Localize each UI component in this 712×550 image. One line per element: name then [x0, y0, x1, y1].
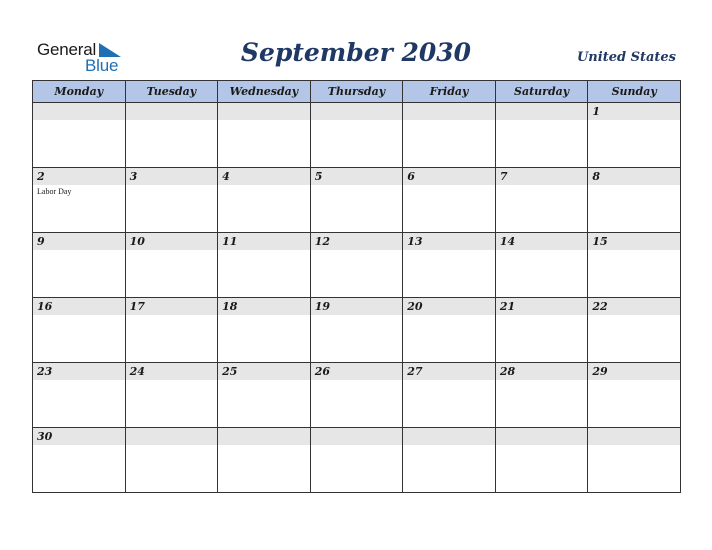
day-number-band: [403, 103, 495, 120]
day-number-band: [33, 233, 125, 250]
day-cell: [588, 363, 681, 428]
day-number: 23: [37, 365, 53, 378]
weekday-header: Sunday: [588, 81, 681, 103]
day-cell: [495, 168, 588, 233]
day-number: 7: [499, 170, 508, 183]
day-number-band: [33, 363, 125, 380]
day-number-band: [403, 428, 495, 445]
day-cell: [495, 103, 588, 168]
day-cell: [310, 298, 403, 363]
day-number-band: [311, 428, 403, 445]
day-number-band: [403, 168, 495, 185]
logo-triangle-icon: [99, 43, 121, 57]
day-cell: [403, 233, 496, 298]
day-number-band: [218, 168, 310, 185]
day-cell: [218, 298, 311, 363]
day-cell: [33, 428, 126, 493]
day-cell: [403, 103, 496, 168]
day-number-band: [588, 168, 680, 185]
weekday-header: Monday: [33, 81, 126, 103]
day-cell: [33, 103, 126, 168]
day-number-band: [311, 233, 403, 250]
day-number: 16: [37, 300, 53, 313]
day-number: 12: [314, 235, 330, 248]
day-cell: [310, 103, 403, 168]
day-cell: [310, 363, 403, 428]
day-cell: [125, 363, 218, 428]
day-cell: [588, 103, 681, 168]
day-number-band: [311, 298, 403, 315]
country-label: United States: [576, 50, 676, 65]
day-number: 29: [592, 365, 608, 378]
day-number: 14: [499, 235, 516, 248]
day-cell: [310, 428, 403, 493]
day-number-band: [403, 298, 495, 315]
day-number: 24: [129, 365, 145, 378]
day-cell: [125, 428, 218, 493]
week-row: [33, 298, 681, 363]
day-cell: [588, 298, 681, 363]
day-number-band: [311, 363, 403, 380]
day-cell: [495, 363, 588, 428]
day-cell: [588, 428, 681, 493]
day-number-band: [496, 103, 588, 120]
day-cell: [33, 363, 126, 428]
day-number: 30: [37, 430, 53, 443]
day-number: 22: [592, 300, 608, 313]
day-number-band: [588, 298, 680, 315]
day-number-band: [496, 233, 588, 250]
day-number: 1: [592, 105, 601, 118]
day-number-band: [126, 298, 218, 315]
day-number-band: [496, 428, 588, 445]
week-row: [33, 428, 681, 493]
day-number-band: [496, 298, 588, 315]
day-cell: [310, 168, 403, 233]
day-number: 5: [314, 170, 323, 183]
day-cell: [218, 168, 311, 233]
day-number-band: [33, 103, 125, 120]
day-cell: [218, 428, 311, 493]
day-number: 26: [314, 365, 330, 378]
day-number: 9: [37, 235, 45, 248]
week-row: [33, 363, 681, 428]
day-cell: [403, 298, 496, 363]
weekday-header: Tuesday: [125, 81, 218, 103]
day-number-band: [311, 103, 403, 120]
day-number-band: [496, 363, 588, 380]
day-number: 15: [592, 235, 608, 248]
week-row: [33, 103, 681, 168]
day-cell: [33, 298, 126, 363]
day-number-band: [218, 298, 310, 315]
day-cell: [33, 168, 126, 233]
day-cell: [495, 298, 588, 363]
weekday-header: Thursday: [310, 81, 403, 103]
day-cell: [588, 233, 681, 298]
week-row: [33, 168, 681, 233]
day-cell: [310, 233, 403, 298]
day-number-band: [33, 298, 125, 315]
day-number: 10: [129, 235, 145, 248]
logo-text-general: General: [37, 40, 97, 59]
day-cell: [218, 103, 311, 168]
day-cell: [125, 103, 218, 168]
weekday-header: Wednesday: [218, 81, 311, 103]
day-number-band: [126, 168, 218, 185]
day-number: 2: [37, 170, 45, 183]
day-number: 17: [129, 300, 145, 313]
day-number: 28: [499, 365, 516, 378]
day-number-band: [126, 103, 218, 120]
day-number: 20: [407, 300, 423, 313]
day-number-band: [496, 168, 588, 185]
weekday-header: Saturday: [495, 81, 588, 103]
day-number-band: [218, 363, 310, 380]
day-number-band: [218, 428, 310, 445]
day-number-band: [33, 428, 125, 445]
day-cell: [125, 168, 218, 233]
day-number: 19: [314, 300, 330, 313]
page-title: September 2030: [240, 38, 472, 67]
day-cell: [588, 168, 681, 233]
day-cell: [403, 428, 496, 493]
day-number-band: [126, 428, 218, 445]
calendar-grid: [32, 80, 681, 493]
day-number-band: [311, 168, 403, 185]
day-cell: [495, 233, 588, 298]
week-row: [33, 233, 681, 298]
day-number: 11: [222, 235, 238, 248]
day-cell: [403, 363, 496, 428]
day-cell: [495, 428, 588, 493]
weekday-header: Friday: [403, 81, 496, 103]
day-number-band: [218, 233, 310, 250]
day-number-band: [588, 363, 680, 380]
day-number: 8: [592, 170, 601, 183]
day-number-band: [588, 428, 680, 445]
day-number-band: [126, 233, 218, 250]
day-number: 4: [222, 170, 230, 183]
day-cell: [125, 233, 218, 298]
day-number-band: [218, 103, 310, 120]
day-number: 18: [222, 300, 238, 313]
day-number-band: [403, 233, 495, 250]
day-number: 25: [222, 365, 238, 378]
day-number-band: [33, 168, 125, 185]
logo-text-blue: Blue: [85, 56, 119, 75]
day-number-band: [588, 103, 680, 120]
day-number-band: [403, 363, 495, 380]
day-number: 27: [407, 365, 423, 378]
day-cell: [218, 363, 311, 428]
generalblue-logo: [37, 40, 137, 76]
day-cell: [125, 298, 218, 363]
day-cell: [33, 233, 126, 298]
day-number: 6: [407, 170, 415, 183]
day-number: 3: [129, 170, 138, 183]
day-number-band: [126, 363, 218, 380]
weekday-header-row: [33, 81, 681, 103]
holiday-label: Labor Day: [37, 187, 72, 196]
day-number: 13: [407, 235, 423, 248]
day-number-band: [588, 233, 680, 250]
day-cell: [403, 168, 496, 233]
day-number: 21: [499, 300, 516, 313]
day-cell: [218, 233, 311, 298]
